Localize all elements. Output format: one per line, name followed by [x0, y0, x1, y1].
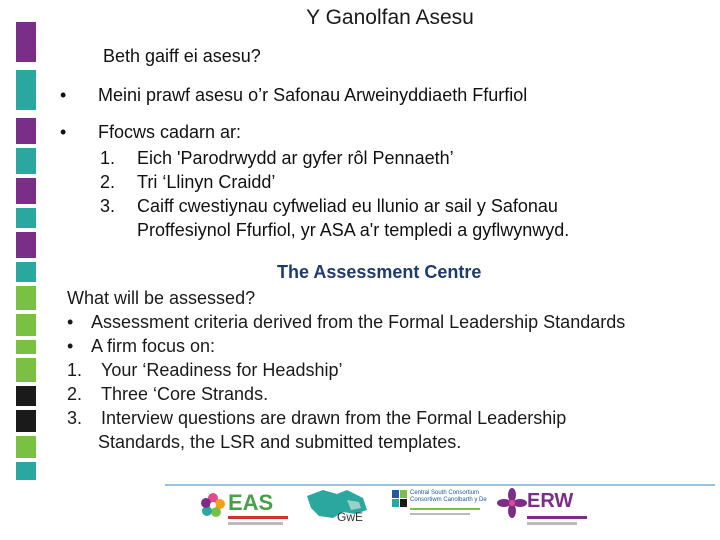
- list-item: [100, 146, 640, 170]
- line-text: A firm focus on:: [91, 336, 216, 356]
- slide-title-welsh: Y Ganolfan Asesu: [306, 6, 474, 29]
- welsh-numbered-list: [100, 146, 640, 242]
- list-number: 3.: [100, 196, 116, 216]
- subtitle-welsh: Beth gaiff ei asesu?: [103, 46, 261, 66]
- erw-flower-icon: [497, 488, 527, 518]
- color-stripe: [16, 286, 36, 310]
- english-line: [67, 382, 625, 406]
- line-marker: •: [67, 336, 74, 356]
- list-number: 2.: [100, 172, 116, 192]
- color-stripe: [16, 70, 36, 110]
- eas-wordmark: EAS: [228, 490, 274, 515]
- color-stripe: [16, 148, 36, 174]
- color-stripe: [16, 314, 36, 336]
- list-item: [100, 194, 640, 242]
- line-text: Assessment criteria derived from the Formal Leadership Standards: [91, 312, 626, 332]
- english-line: [67, 358, 625, 382]
- color-stripe: [16, 436, 36, 458]
- color-stripe: [16, 358, 36, 382]
- color-stripe: [16, 410, 36, 432]
- english-line: [67, 286, 625, 310]
- eas-flower-icon: [198, 490, 228, 520]
- english-line: [67, 334, 625, 358]
- cs-grid-icon: [392, 490, 408, 508]
- english-line: [67, 310, 625, 334]
- eas-logo: [198, 486, 293, 536]
- color-stripe: [16, 386, 36, 406]
- line-text: What will be assessed?: [67, 288, 256, 308]
- erw-wordmark: ERW: [527, 490, 574, 512]
- list-text: Tri ‘Llinyn Craidd’: [137, 172, 276, 192]
- slide-title-english: The Assessment Centre: [277, 262, 482, 282]
- central-south-logo: [392, 486, 492, 536]
- bullet-marker: •: [60, 122, 67, 142]
- bullet-text: Meini prawf asesu o’r Safonau Arweinyddiaeth Ffurfiol: [98, 85, 528, 105]
- color-stripe: [16, 262, 36, 282]
- list-number: 1.: [100, 148, 116, 168]
- english-line: [67, 406, 625, 430]
- list-item: [100, 170, 640, 194]
- line-text: Standards, the LSR and submitted templates.: [98, 432, 462, 452]
- gwe-wordmark: GwE: [337, 510, 364, 524]
- color-stripe: [16, 118, 36, 144]
- bullet-marker: •: [60, 85, 67, 105]
- list-text: Eich 'Parodrwydd ar gyfer rôl Pennaeth’: [137, 148, 454, 168]
- line-text: Interview questions are drawn from the Formal Leadership: [101, 408, 567, 428]
- bullet-text: Ffocws cadarn ar:: [98, 122, 242, 142]
- english-line: [67, 430, 625, 454]
- cs-wordmark: Central South Consortium Consortiwm Canolbarth y De: [410, 490, 487, 503]
- line-marker: 3.: [67, 408, 83, 428]
- english-content: [67, 286, 625, 454]
- line-marker: 1.: [67, 360, 83, 380]
- list-text: Caiff cwestiynau cyfweliad eu llunio ar sail y Safonau Proffesiynol Ffurfiol, yr ASA a'r templedi a gyflwynwyd.: [137, 196, 570, 240]
- color-stripe: [16, 208, 36, 228]
- color-stripe: [16, 340, 36, 354]
- gwe-logo: [303, 486, 378, 536]
- color-stripe: [16, 178, 36, 204]
- line-text: Three ‘Core Strands.: [101, 384, 269, 404]
- line-marker: •: [67, 312, 74, 332]
- line-marker: 2.: [67, 384, 83, 404]
- erw-logo: [497, 486, 597, 536]
- color-stripe: [16, 232, 36, 258]
- line-text: Your ‘Readiness for Headship’: [101, 360, 343, 380]
- color-stripe: [16, 462, 36, 480]
